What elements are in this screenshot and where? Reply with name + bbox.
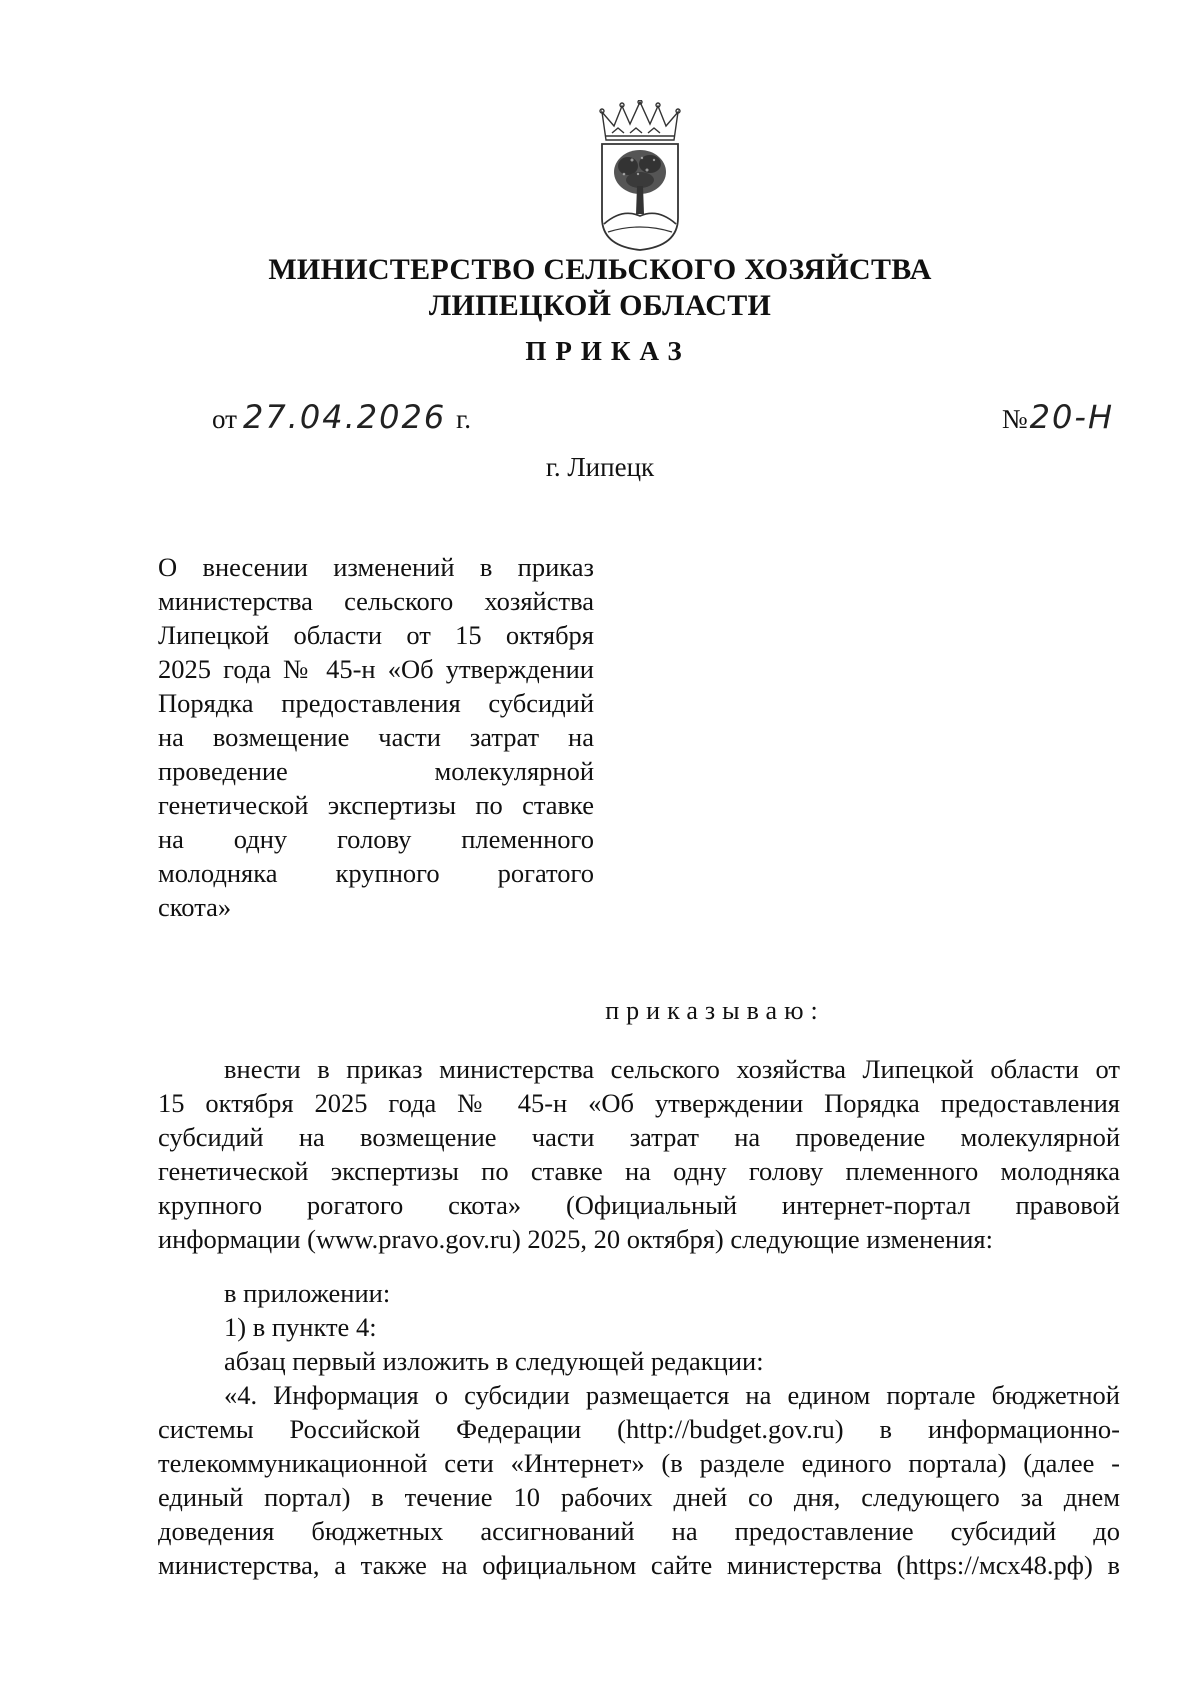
quote-line: доведения бюджетных ассигнований на предоставление субсидий до bbox=[158, 1516, 1120, 1546]
city-line: г. Липецк bbox=[545, 452, 655, 482]
lipetsk-coat-of-arms-icon bbox=[592, 100, 688, 252]
document-number bbox=[1002, 398, 1114, 436]
ministry-title-line1: МИНИСТЕРСТВО СЕЛЬСКОГО ХОЗЯЙСТВА bbox=[268, 253, 932, 286]
quote-line: единый портал) в течение 10 рабочих дней со дня, следующего за днем bbox=[158, 1482, 1120, 1512]
coat-of-arms-emblem bbox=[592, 100, 688, 252]
date-prefix: от bbox=[212, 404, 237, 434]
heading-line: генетической экспертизы по ставке bbox=[158, 790, 594, 820]
heading-line: 2025 года № 45-н «Об утверждении bbox=[158, 654, 594, 684]
heading-line: скота» bbox=[158, 892, 232, 922]
heading-line: на возмещение части затрат на bbox=[158, 722, 594, 752]
ministry-title-line2: ЛИПЕЦКОЙ ОБЛАСТИ bbox=[428, 289, 772, 322]
quote-line: министерства, а также на официальном сайте министерства (https://мсх48.рф) в bbox=[158, 1550, 1120, 1580]
document-date bbox=[212, 398, 471, 436]
heading-line: на одну голову племенного bbox=[158, 824, 594, 854]
body-line: крупного рогатого скота» (Официальный интернет-портал правовой bbox=[158, 1190, 1120, 1220]
appendix-line: в приложении: bbox=[224, 1278, 391, 1308]
heading-line: Порядка предоставления субсидий bbox=[158, 688, 594, 718]
body-line: внести в приказ министерства сельского хозяйства Липецкой области от bbox=[224, 1054, 1120, 1084]
quote-line: телекоммуникационной сети «Интернет» (в разделе единого портала) (далее - bbox=[158, 1448, 1120, 1478]
order-body bbox=[158, 1052, 1120, 1582]
heading-line: министерства сельского хозяйства bbox=[158, 586, 594, 616]
body-line: 15 октября 2025 года № 45-н «Об утверждении Порядка предоставления bbox=[158, 1088, 1120, 1118]
heading-line: молодняка крупного рогатого bbox=[158, 858, 594, 888]
handwritten-date: 27.04.2026 bbox=[242, 398, 447, 436]
item-1-line: 1) в пункте 4: bbox=[224, 1312, 377, 1342]
heading-line: Липецкой области от 15 октября bbox=[158, 620, 594, 650]
document-type: ПРИКАЗ bbox=[525, 336, 691, 366]
date-suffix: г. bbox=[456, 404, 471, 434]
body-line: генетической экспертизы по ставке на одну голову племенного молодняка bbox=[158, 1156, 1120, 1186]
body-line: информации (www.pravo.gov.ru) 2025, 20 октября) следующие изменения: bbox=[158, 1224, 993, 1254]
heading-line: проведение молекулярной bbox=[158, 756, 594, 786]
quote-line: системы Российской Федерации (http://budget.gov.ru) в информационно- bbox=[158, 1414, 1120, 1444]
paragraph-instruction: абзац первый изложить в следующей редакции: bbox=[224, 1346, 764, 1376]
order-directive: приказываю: bbox=[605, 996, 825, 1025]
document-heading bbox=[158, 550, 594, 924]
quote-line: «4. Информация о субсидии размещается на едином портале бюджетной bbox=[224, 1380, 1120, 1410]
handwritten-number: 20-Н bbox=[1029, 398, 1114, 436]
heading-line: О внесении изменений в приказ bbox=[158, 552, 594, 582]
body-line: субсидий на возмещение части затрат на проведение молекулярной bbox=[158, 1122, 1120, 1152]
number-prefix: № bbox=[1001, 404, 1028, 434]
